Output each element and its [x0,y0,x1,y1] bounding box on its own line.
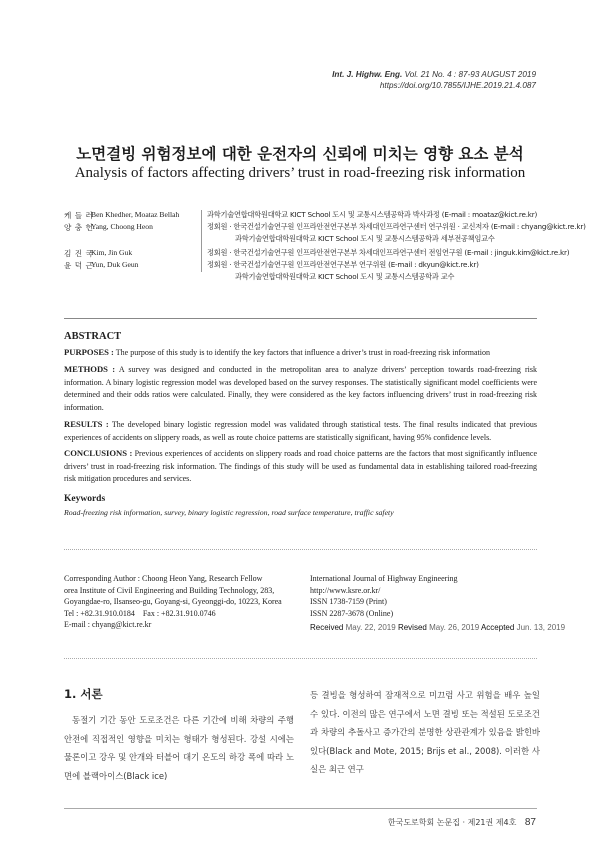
section-heading: 1. 서론 [64,687,103,701]
accepted-label: Accepted [480,623,515,632]
submission-dates [310,623,565,632]
issn-print: ISSN 1738-7159 (Print) [310,597,387,607]
journal-info-block [310,573,540,619]
author-affiliation: 정회원 · 한국건설기술연구원 인프라안전연구본부 연구위원 (E-mail : dkyun@kict.re.kr) [207,260,479,269]
keywords-text: Road-freezing risk information, survey, binary logistic regression, road surface temperature, traffic safety [64,508,394,517]
issn-online: ISSN 2287-3678 (Online) [310,608,394,618]
author-affiliation: 정회원 · 한국건설기술연구원 인프라안전연구본부 차세대인프라연구센터 연구위원 · 교신저자 (E-mail : chyang@kict.re.kr) [207,222,586,231]
journal-abbrev: Int. J. Highw. Eng. [332,70,403,79]
page-number: 87 [524,817,536,828]
keywords-heading: Keywords [64,494,106,504]
received-date: May. 22, 2019 [345,623,396,632]
volume-info: Vol. 21 No. 4 : 87-93 [404,70,480,79]
results-text: The developed binary logistic regression model was validated through statistical tests. The final results indicated that previous experiences of accidents on slippery roads, as well as route choice patterns are statistically significant, having 95% confidence levels. [64,420,538,442]
revised-date: May. 26, 2019 [429,623,480,632]
front-matter-bottom-rule [64,658,537,659]
author-affiliation: 과학기술연합대학원대학교 KICT School 도시 및 교통시스템공학과 박사과정 (E-mail : moataz@kict.re.kr) [207,210,538,219]
body-text-left: 동절기 기간 동안 도로조건은 다른 기간에 비해 차량의 주행안전에 직접적인 영향을 미치는 형태가 형성된다. 강설 시에는 물론이고 강우 및 안개와 터블어 대기 온도의 하강 폭에 따라 노면에 블랙아이스(Black ice) [64,715,294,781]
results-label: RESULTS : [64,419,109,429]
received-label: Received [310,623,344,632]
purposes-label: PURPOSES : [64,347,114,357]
abstract-heading: ABSTRACT [64,331,122,342]
author-korean-name: 양 충 헌 [64,223,94,232]
corr-line: Tel : +82.31.910.0184 Fax : +82.31.910.0746 [64,608,216,618]
page-footer [388,817,536,828]
corr-line: Corresponding Author : Choong Heon Yang, Research Fellow [64,574,263,583]
methods-text: A survey was designed and conducted in the metropolitan area to analyze drivers’ perception towards road-freezing risk information. A binary logistic regression model was developed based on the survey responses. The statistically significant model coefficients were determined and their odds ratios were calculated. Finally, they were considered as the key factors influencing drivers’ trust in road-freezing risk information. [64,365,538,412]
author-list [64,210,586,281]
abstract-purposes [64,346,537,360]
journal-url[interactable]: http://www.ksre.or.kr/ [310,585,381,595]
body-text-right: 등 결빙을 형성하여 잠재적으로 미끄럼 사고 위험을 배우 높일 수 있다. 이전의 많은 연구에서 노면 결빙 또는 적설된 도로조건과 차량의 추돌사고 증가간의 분명한 상관관계가 있음을 밝힌바 있다(Black and Mote, 2015; Brijs et al., 2008). 이러한 사실은 최근 연구 [310,690,540,774]
corresponding-author-block [64,573,299,631]
author-divider [201,210,202,272]
author-affiliation: 과학기술연합대학원대학교 KICT School 도시 및 교통시스템공학과 교수 [235,272,455,281]
author-english-name: Yang, Choong Heon [91,222,153,231]
title-korean: 노면결빙 위험정보에 대한 운전자의 신뢰에 미치는 영향 요소 분석 [76,145,524,163]
abstract-top-rule [64,318,537,319]
journal-name: International Journal of Highway Engineering [310,574,458,583]
conclusions-text: Previous experiences of accidents on slippery roads and road choice patterns are the factors that most significantly influence drivers’ trust in road-freezing risk information. The findings of this study will be used as fundamental data in establishing tailored road-freezing risk mitigation procedures and services. [64,449,538,484]
revised-label: Revised [397,623,427,632]
author-korean-name: 케 들 러 [64,211,94,220]
author-affiliation: 정회원 · 한국건설기술연구원 인프라안전연구본부 차세대인프라연구센터 전임연구원 (E-mail : jinguk.kim@kict.re.kr) [207,248,570,257]
abstract-results [64,418,537,444]
author-korean-name: 김 진 국 [64,249,94,258]
author-affiliation: 과학기술연합대학원대학교 KICT School 도시 및 교통시스템공학과 세부전공책임교수 [235,234,495,243]
author-korean-name: 윤 덕 근 [64,261,94,270]
author-english-name: Yun, Duk Geun [91,260,139,269]
conclusions-label: CONCLUSIONS : [64,448,133,458]
abstract-methods [64,363,537,414]
corr-line: Goyangdae-ro, Ilsanseo-gu, Goyang-si, Gyeonggi-do, 10223, Korea [64,597,282,607]
purposes-text: The purpose of this study is to identify the key factors that influence a driver’s trust in road-freezing risk information [115,348,490,357]
methods-label: METHODS : [64,364,116,374]
author-english-name: Kim, Jin Guk [91,248,133,257]
footer-journal: 한국도로학회 논문집 · 제21권 제4호 [387,818,517,827]
journal-citation [332,70,536,79]
abstract-conclusions [64,447,537,486]
accepted-date: Jun. 13, 2019 [516,623,566,632]
issue-date: AUGUST 2019 [481,70,536,79]
author-english-name: Ben Khedher, Moataz Bellah [91,210,180,219]
doi-link[interactable]: https://doi.org/10.7855/IJHE.2019.21.4.087 [379,81,536,90]
corr-line: orea Institute of Civil Engineering and Building Technology, 283, [64,585,275,595]
footer-rule [64,808,537,809]
abstract-bottom-rule [64,549,537,550]
title-english: Analysis of factors affecting drivers’ trust in road-freezing risk information [74,165,526,181]
corr-email[interactable]: E-mail : chyang@kict.re.kr [64,620,152,630]
